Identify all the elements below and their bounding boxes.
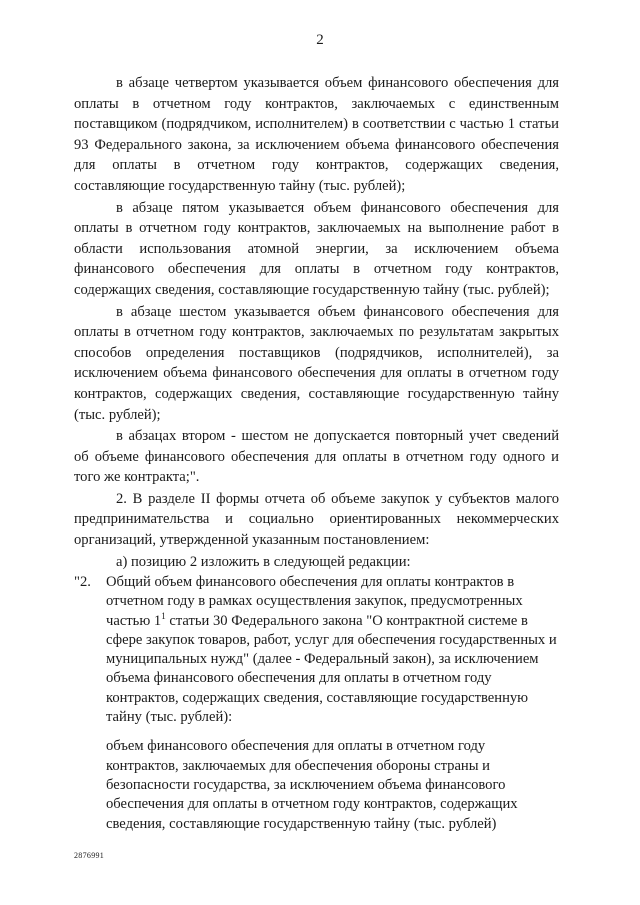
quoted-item-row [74,573,559,727]
quoted-item-text [106,573,559,727]
paragraph-abzac-6: в абзаце шестом указывается объем финансового обеспечения для оплаты в отчетном году контрактов, заключаемых по результатам закрытых способов определения поставщиков (подрядчиков, исполнителей), за исключением объема финансового обеспечения для оплаты в отчетном году контрактов, содержащих сведения, составляющие государственную тайну (тыс. рублей); [74,303,559,423]
paragraph-section-2: 2. В разделе II формы отчета об объеме закупок у субъектов малого предпринимательства и социально ориентированных некоммерческих организаций, утвержденной указанным постановлением: [74,490,559,549]
paragraph-no-double-count: в абзацах втором - шестом не допускается повторный учет сведений об объеме финансового обеспечения для оплаты в отчетном году одного и того же контракта;". [74,428,559,486]
quoted-position-2 [74,573,559,834]
page-number: 2 [316,32,324,48]
document-code: 2876991 [74,851,105,860]
quoted-text-part-2: статьи 30 Федерального закона "О контрактной системе в сфере закупок товаров, работ, услуг для обеспечения государственных и муниципальных нужд" (далее - Федеральный закон), за исключением объема финансового обеспечения для оплаты в отчетном году контрактов, содержащих сведения, составляющие государственную тайну (тыс. рублей): [106,612,557,726]
paragraph-abzac-5: в абзаце пятом указывается объем финансового обеспечения для оплаты в отчетном году контрактов, заключаемых на выполнение работ в области использования атомной энергии, за исключением объема финансового обеспечения для оплаты в отчетном году контрактов, содержащих сведения, составляющие государственную тайну (тыс. рублей); [74,199,559,298]
paragraph-abzac-4: в абзаце четвертом указывается объем финансового обеспечения для оплаты в отчетном году контрактов, заключаемых с единственным поставщиком (подрядчиком, исполнителем) в соответствии с частью 1 статьи 93 Федерального закона, за исключением объема финансового обеспечения для оплаты в отчетном году контрактов, содержащих сведения, составляющие государственную тайну (тыс. рублей); [74,75,559,194]
superscript-1: 1 [161,610,166,621]
document-body [74,73,559,572]
quoted-sub-paragraph: объем финансового обеспечения для оплаты в отчетном году контрактов, заключаемых для обеспечения обороны страны и безопасности государства, за исключением объема финансового обеспечения для оплаты в отчетном году контрактов, содержащих сведения, составляющие государственную тайну (тыс. рублей) [106,738,518,832]
quoted-item-number: "2. [74,574,91,590]
paragraph-position-2: а) позицию 2 изложить в следующей редакции: [116,553,411,570]
quoted-text-part-1: Общий объем финансового обеспечения для оплаты контрактов в отчетном году в рамках осуществления закупок, предусмотренных частью 1 [106,574,523,629]
